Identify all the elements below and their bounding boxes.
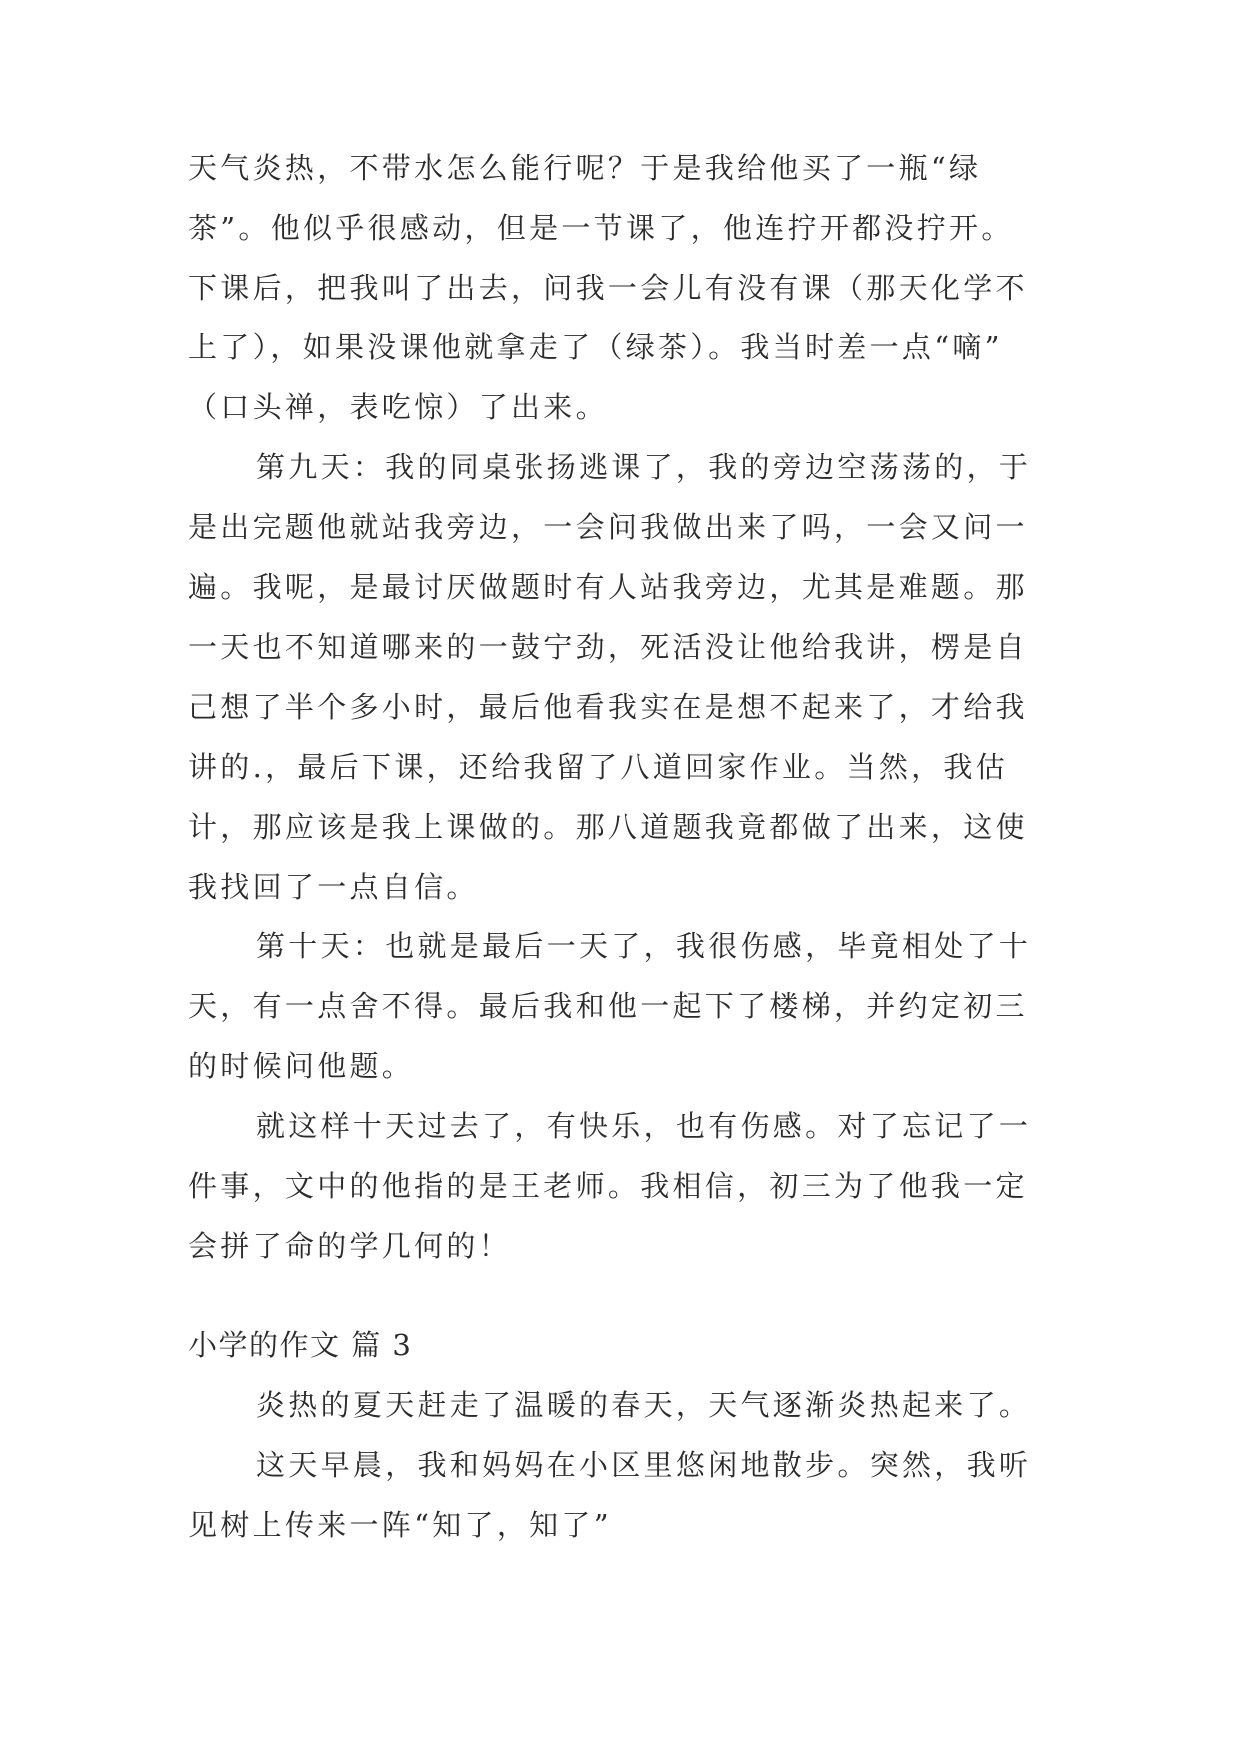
paragraph-line: 炎热的夏天赶走了温暖的春天，天气逐渐炎热起来了。 bbox=[256, 1388, 1032, 1422]
paragraph-line: 下课后，把我叫了出去，问我一会儿有没有课（那天化学不 bbox=[188, 271, 1028, 305]
paragraph-line: 一天也不知道哪来的一鼓宁劲，死活没让他给我讲，楞是自 bbox=[188, 630, 1028, 664]
paragraph-line: 是出完题他就站我旁边，一会问我做出来了吗，一会又问一 bbox=[188, 510, 1028, 544]
paragraph-line: 天气炎热，不带水怎么能行呢？于是我给他买了一瓶“绿 bbox=[188, 151, 982, 185]
paragraph-line: 计，那应该是我上课做的。那八道题我竟都做了出来，这使 bbox=[188, 810, 1028, 844]
paragraph-line: 的时候问他题。 bbox=[188, 1049, 415, 1083]
paragraph-line: 第十天：也就是最后一天了，我很伤感，毕竟相处了十 bbox=[256, 929, 1032, 963]
paragraph-line: （口头禅，表吃惊）了出来。 bbox=[188, 390, 608, 424]
paragraph-line: 会拼了命的学几何的！ bbox=[188, 1229, 512, 1263]
paragraph-line: 天，有一点舍不得。最后我和他一起下了楼梯，并约定初三 bbox=[188, 989, 1028, 1023]
paragraph-line: 见树上传来一阵“知了，知了” bbox=[188, 1508, 612, 1542]
paragraph-line: 就这样十天过去了，有快乐，也有伤感。对了忘记了一 bbox=[256, 1109, 1032, 1143]
paragraph-line: 第九天：我的同桌张扬逃课了，我的旁边空荡荡的，于 bbox=[256, 450, 1032, 484]
paragraph-line: 这天早晨，我和妈妈在小区里悠闲地散步。突然，我听 bbox=[256, 1448, 1032, 1482]
paragraph-line: 件事，文中的他指的是王老师。我相信，初三为了他我一定 bbox=[188, 1169, 1028, 1203]
paragraph-line: 遍。我呢，是最讨厌做题时有人站我旁边，尤其是难题。那 bbox=[188, 570, 1028, 604]
paragraph-line: 茶”。他似乎很感动，但是一节课了，他连拧开都没拧开。 bbox=[188, 211, 1014, 245]
paragraph-line: 己想了半个多小时，最后他看我实在是想不起来了，才给我 bbox=[188, 690, 1028, 724]
paragraph-line: 讲的.，最后下课，还给我留了八道回家作业。当然，我估 bbox=[188, 750, 1009, 784]
section-heading: 小学的作文 篇 3 bbox=[188, 1328, 413, 1362]
paragraph-line: 上了），如果没课他就拿走了（绿茶）。我当时差一点“嘀” bbox=[188, 330, 1003, 364]
paragraph-line: 我找回了一点自信。 bbox=[188, 870, 479, 904]
